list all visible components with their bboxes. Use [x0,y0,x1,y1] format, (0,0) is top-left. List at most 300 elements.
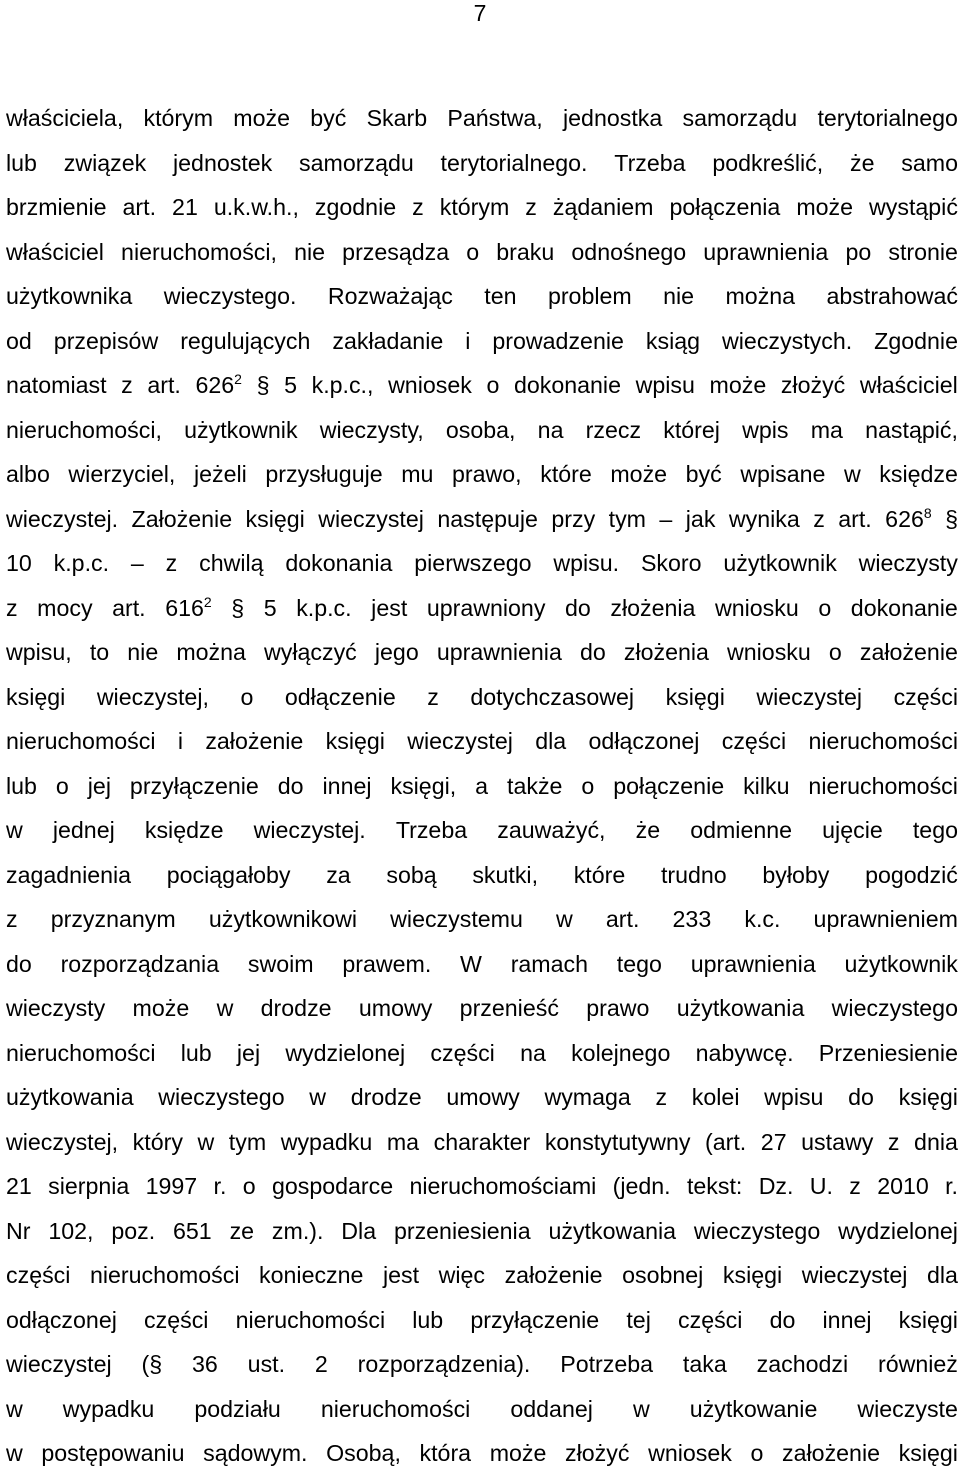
word: dokonania [285,550,393,576]
word: 233 [672,906,712,932]
word: wydzielonej [838,1217,958,1244]
word: jest [383,1262,420,1288]
word: sobą [386,861,437,888]
word: w [632,1395,650,1422]
word: do [6,950,32,977]
word: mocy [37,594,93,621]
word: – [659,505,673,532]
word: wyłączyć [264,639,357,665]
word: zgodnie [314,194,397,220]
word: żądaniem [552,194,654,220]
word: kilku [743,772,790,799]
word: k.p.c. [296,594,352,621]
word: wieczystej [318,505,424,532]
word: 2 [314,1351,328,1377]
word: użytkownik [723,550,837,576]
text-line [6,808,958,853]
word: przeniesienia [393,1217,531,1244]
word: Nr [6,1217,31,1244]
word: której [663,416,720,443]
word-base: 626 [195,372,235,398]
word: (§ [141,1351,163,1377]
word: W [460,950,482,977]
word: prawo [586,995,650,1021]
text-line [6,96,958,141]
word: § [256,372,270,398]
word: 1997 [145,1173,198,1199]
word: w [6,817,23,843]
word: pierwszego [414,550,532,576]
word: która [419,1440,472,1466]
word-base: 616 [165,594,204,621]
word: księgi [6,683,66,710]
word: pogodzić [865,861,958,888]
word: przyłączenie [129,772,259,799]
word: i [465,327,471,354]
word: 27 [760,1128,787,1155]
word: o [55,772,69,799]
word: osoba, [445,416,516,443]
word: zm.). [271,1217,324,1244]
word: przysługuje [265,461,383,487]
word: użytkownikowi [208,906,358,932]
text-line [6,897,958,942]
word: tego [912,817,958,843]
word: o [486,372,500,398]
word [195,363,241,408]
word: związek [63,149,147,176]
word: art. [838,505,872,532]
word: ust. [247,1351,286,1377]
word: wpisane [740,461,826,487]
word: umowy [446,1084,520,1110]
word: braku [496,238,555,265]
word: z [121,372,133,398]
word: 5 [263,594,277,621]
text-line [6,986,958,1031]
word: wymaga [544,1084,631,1110]
word: wieczystej, [6,1128,119,1155]
word: o [466,238,480,265]
word: nastąpić, [865,416,958,443]
word: z [6,594,18,621]
word: mu [401,461,434,487]
word: o [242,1173,256,1199]
word: k.p.c., [311,372,374,398]
text-line [6,408,958,453]
word: trudno [660,861,727,888]
word: tego [616,950,662,977]
word: jednostek [173,149,273,176]
word: 21 [6,1173,32,1199]
word [165,586,211,631]
word: postępowaniu [41,1440,185,1466]
word: taka [682,1351,727,1377]
word: problem [547,283,632,309]
word: przy [551,505,596,532]
word: § [231,594,245,621]
text-line [6,764,958,809]
text-line [6,497,958,542]
word: może [796,194,854,220]
text-line [6,1120,958,1165]
superscript: 8 [923,504,932,521]
word: zauważyć, [497,817,606,843]
word: ten [484,283,517,309]
word: właściciel [859,372,958,398]
word: właściciela, [6,105,124,131]
word: że [849,149,875,176]
word: od [6,327,32,354]
word: księgi [325,728,385,754]
word: wpisu [635,372,695,398]
text-line [6,630,958,675]
superscript: 2 [203,593,212,610]
word: Przeniesienie [818,1039,958,1066]
word: wieczyste [857,1395,958,1422]
word: konieczne [259,1262,364,1288]
word: właściciel [6,238,104,265]
text-line [6,541,958,586]
word: podziału [194,1395,281,1422]
word: z [412,194,424,220]
word: nieruchomości [808,728,958,754]
word: w [843,461,861,487]
word: jednostka [563,105,663,131]
word: wieczystej [407,728,513,754]
word: nie [663,283,695,309]
word: nabywcę. [695,1039,794,1066]
word: nieruchomości [6,1039,156,1066]
word: nieruchomości, [6,416,162,443]
word: użytkowania [548,1217,677,1244]
word: pociągałoby [166,861,291,888]
word: z [427,683,439,710]
word: wypadku [280,1128,373,1155]
word: art. [147,372,181,398]
word: w [556,906,573,932]
word: więc [438,1262,486,1288]
word: użytkowania [676,995,805,1021]
word: o [581,772,595,799]
word: 36 [192,1351,218,1377]
word: regulujących [180,327,311,354]
word: do [579,639,606,665]
word: jeżeli [193,461,247,487]
word: ma [810,416,843,443]
word: swoim [247,950,314,977]
word: wypadku [62,1395,155,1422]
word: przenieść [459,995,559,1021]
word: nieruchomości [89,1262,240,1288]
word: jego [374,639,419,665]
word: za [326,861,351,888]
word: wieczystego [158,1084,285,1110]
word: U. [809,1173,833,1199]
word: ujęcie [822,817,883,843]
word: wieczystej. [6,505,119,532]
text-line [6,452,958,497]
word: k.c. [744,906,781,932]
word: odnośnego [571,238,687,265]
word: 10 [6,550,32,576]
word: kolei [691,1084,740,1110]
word: nieruchomościami [409,1173,597,1199]
word: z [6,906,18,932]
word: który [132,1128,183,1155]
word: księdze [144,817,224,843]
word: Skoro [640,550,702,576]
word: prawo, [452,461,522,487]
word: może [610,461,668,487]
word: użytkownik [184,416,298,443]
text-line [6,1387,958,1432]
word: że [635,817,661,843]
word: wniosek [388,372,472,398]
word: wieczystej. [253,817,366,843]
word: połączenie [613,772,725,799]
word: drodze [260,995,332,1021]
word: zagadnienia [6,861,132,888]
word: o [750,1440,764,1466]
text-line [6,1164,958,1209]
word: lub [412,1306,444,1333]
word: w [197,1128,215,1155]
word: uprawnieniem [813,906,958,932]
word: ustawy [801,1128,874,1155]
word: 651 [173,1217,212,1244]
word: terytorialnego. [440,149,588,176]
word: wpisu, [6,639,72,665]
word: z [887,1128,900,1155]
word: również [878,1351,958,1377]
word: kolejnego [571,1039,671,1066]
word: brzmienie [6,194,107,220]
word: także [507,772,563,799]
word: poz. [111,1217,156,1244]
word: wieczystego [831,995,958,1021]
text-line [6,1298,958,1343]
text-line [6,1209,958,1254]
word: abstrahować [826,283,958,309]
word: tym [608,505,646,532]
word: jej [87,772,111,799]
word: księgi [665,683,725,710]
word: § [945,505,958,532]
word: wierzyciel, [68,461,176,487]
word: – [130,550,144,576]
word: samorządu [299,149,414,176]
word: założenie [859,639,958,665]
word: uprawniony [426,594,546,621]
word: przepisów [53,327,159,354]
word: założenie [205,728,304,754]
word: można [725,283,796,309]
word: użytkownika [6,283,133,309]
word: albo [6,461,50,487]
word: księgi [898,1306,958,1333]
word: dotychczasowej [470,683,635,710]
word: prawem. [342,950,432,977]
word: natomiast [6,372,107,398]
word: stronie [888,238,958,265]
word: samo [901,149,958,176]
word: art. [122,194,157,220]
word: z [655,1084,668,1110]
word: na [520,1039,546,1066]
text-line [6,675,958,720]
word: lub [6,772,37,799]
word: które [573,861,626,888]
word: Dz. [758,1173,794,1199]
word: uprawnienia [436,639,562,665]
word: w [309,1084,327,1110]
word: Państwa, [447,105,543,131]
word: Dla [341,1217,377,1244]
text-line [6,1431,958,1476]
word: nie [294,238,326,265]
word: sierpnia [48,1173,130,1199]
word: chwilą [199,550,264,576]
word: wystąpić [869,194,958,220]
word: sądowym. [203,1440,308,1466]
word: nieruchomości [6,728,156,754]
word: wpisu. [553,550,620,576]
word: charakter [433,1128,531,1155]
text-line [6,853,958,898]
word: o [828,639,842,665]
word: i [177,728,183,754]
word: przesądza [342,238,450,265]
word: Zgodnie [874,327,958,354]
word: można [176,639,246,665]
word: u.k.w.h., [213,194,299,220]
word: rozporządzenia). [357,1351,531,1377]
word: osobnej [622,1262,704,1288]
word: Skarb [366,105,428,131]
word: nie [127,639,159,665]
word: dla [926,1262,958,1288]
word: uprawnienia [690,950,816,977]
word: wniosku [714,594,799,621]
word: którym [439,194,510,220]
word: lub [6,149,37,176]
text-line [6,1342,958,1387]
word: 21 [172,194,198,220]
word: innej [322,772,372,799]
word: a [475,772,489,799]
word: art. [605,906,640,932]
word: tej [626,1306,651,1333]
word: w [6,1395,23,1422]
word: oddanej [510,1395,593,1422]
word: księgi [898,1084,958,1110]
text-line [6,185,958,230]
word: może [233,105,290,131]
word: Osobą, [326,1440,401,1466]
word: wieczystych. [722,327,853,354]
word: terytorialnego [817,105,958,131]
word: złożyć [780,372,846,398]
word: być [310,105,347,131]
word: nieruchomości [235,1306,386,1333]
word: części [430,1039,495,1066]
word: Rozważając [327,283,453,309]
word: (art. [705,1128,747,1155]
word: z [165,550,178,576]
word: księgi [245,505,305,532]
word: wieczystej [801,1262,908,1288]
word: Potrzeba [560,1351,654,1377]
word: wieczysty [6,995,106,1021]
word: wieczystego. [163,283,297,309]
word: po [845,238,872,265]
word: prowadzenie [492,327,624,354]
word: którym [143,105,214,131]
word: 102, [48,1217,94,1244]
text-line [6,1031,958,1076]
word: k.p.c. [53,550,110,576]
word: ksiąg [645,327,701,354]
word: złożenia [610,594,696,621]
word: w [6,1440,23,1466]
word: art. [112,594,146,621]
word: użytkowanie [689,1395,818,1422]
word: wieczystej, [96,683,209,710]
text-line [6,141,958,186]
word: wieczystego [693,1217,821,1244]
word: uprawnienia [703,238,829,265]
word: dla [535,728,567,754]
word: dokonanie [513,372,621,398]
text-line [6,942,958,987]
word: jak [685,505,716,532]
word: jest [371,594,408,621]
word: części [721,728,787,754]
word: użytkowania [6,1084,134,1110]
word: samorządu [682,105,798,131]
word: podkreślić, [712,149,824,176]
word: części [144,1306,209,1333]
text-line [6,274,958,319]
word: części [893,683,958,710]
document-body [6,96,958,1476]
word: przyłączenie [470,1306,600,1333]
word: użytkownik [844,950,958,977]
word: połączenia [669,194,781,220]
word: umowy [358,995,433,1021]
word: tym [228,1128,267,1155]
word: zakładanie [332,327,444,354]
word: jednej [52,817,115,843]
word: może [489,1440,547,1466]
word: r. [213,1173,227,1199]
word: do [769,1306,796,1333]
word: ma [386,1128,420,1155]
word: części [678,1306,743,1333]
word: Założenie [131,505,233,532]
word-base: 626 [885,505,924,532]
text-line [6,1253,958,1298]
word: wieczysty [858,550,958,576]
word: r. [945,1173,958,1199]
text-line [6,319,958,364]
word: założenie [782,1440,881,1466]
word: które [540,461,592,487]
word: do [848,1084,874,1110]
word: Trzeba [395,817,468,843]
word: może [709,372,767,398]
